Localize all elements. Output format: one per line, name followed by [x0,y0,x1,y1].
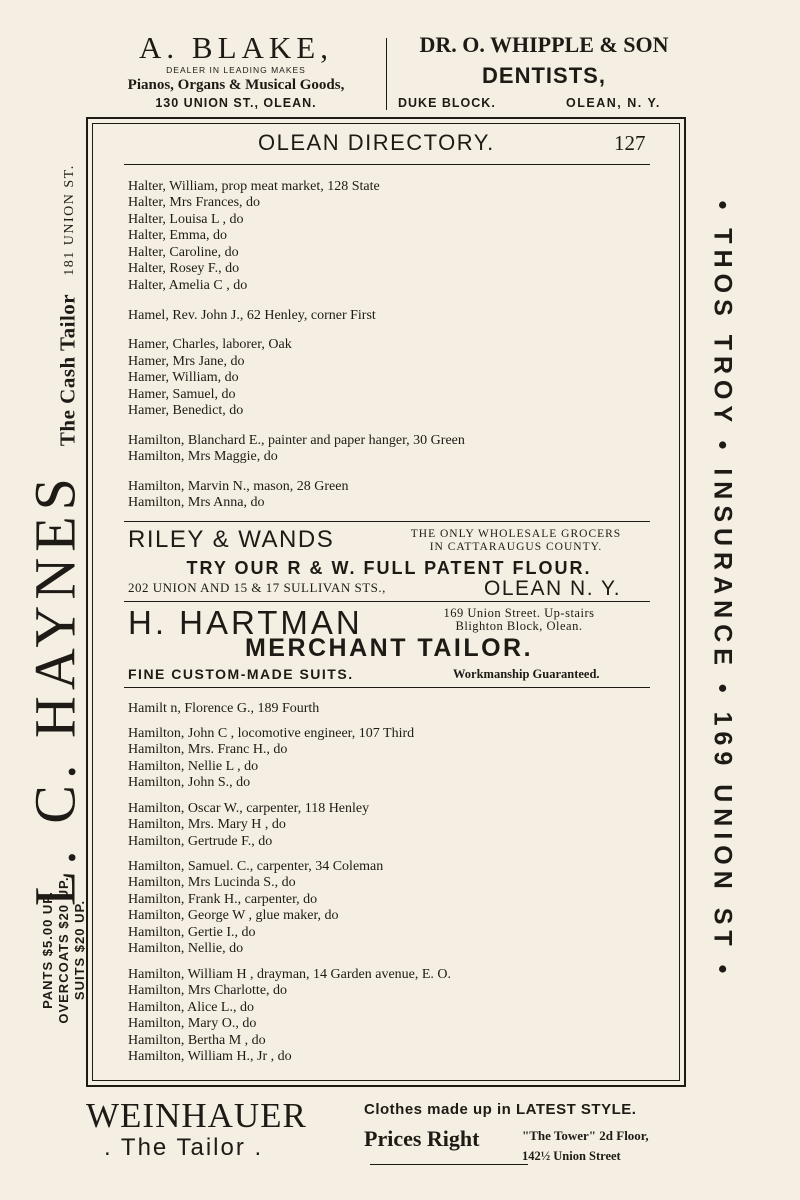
riley-wands-address: 202 UNION AND 15 & 17 SULLIVAN STS., [128,580,386,595]
price-suits: SUITS $20 UP. [72,899,87,1001]
directory-entry: Halter, Caroline, do [128,245,239,260]
hartman-suits: FINE CUSTOM-MADE SUITS. [128,666,354,682]
ad-rule-top [124,521,650,522]
directory-entry: Hamilton, Mrs Lucinda S., do [128,875,296,890]
directory-entry: Hamel, Rev. John J., 62 Henley, corner First [128,308,376,323]
price-pants: PANTS $5.00 UP. [40,891,55,1009]
directory-entry: Hamilton, Gertie I., do [128,925,256,940]
footer-underline [370,1164,528,1165]
directory-entry: Hamilton, Alice L., do [128,1000,254,1015]
troy-insurance-vertical-ad: • THOS TROY • INSURANCE • 169 UNION ST • [708,200,737,980]
haynes-prices [40,876,88,1023]
blake-address: 130 UNION ST., OLEAN. [155,96,317,110]
directory-entry: Hamer, Benedict, do [128,403,244,418]
ad-rule-bottom [124,687,650,688]
price-overcoats: OVERCOATS $20 UP. [56,876,71,1024]
directory-entry: Hamilton, Nellie, do [128,941,244,956]
blake-dealer-line: DEALER IN LEADING MAKES [166,65,306,75]
blake-goods-line: Pianos, Organs & Musical Goods, [127,77,345,93]
directory-entry: Hamilton, Oscar W., carpenter, 118 Henley [128,801,370,816]
haynes-tagline: The Cash Tailor [55,293,80,447]
whipple-name: DR. O. WHIPPLE & SON [419,32,669,57]
hartman-address-line-1: 169 Union Street. Up-stairs [443,606,595,620]
riley-wands-line-1: THE ONLY WHOLESALE GROCERS [410,528,622,540]
directory-entry: Hamilton, Samuel. C., carpenter, 34 Coleman [128,859,384,874]
directory-entry: Hamilton, Mrs. Franc H., do [128,742,288,757]
blake-name: A. BLAKE, [139,30,333,65]
riley-wands-name: RILEY & WANDS [128,526,335,553]
riley-wands-line-2: IN CATTARAUGUS COUNTY. [429,541,603,553]
directory-entry: Halter, Louisa L , do [128,212,244,227]
directory-entry: Hamer, William, do [128,370,239,385]
page-title: OLEAN DIRECTORY. [258,130,495,155]
directory-entry: Halter, William, prop meat market, 128 State [128,179,380,194]
directory-entry: Hamer, Mrs Jane, do [128,354,245,369]
whipple-city: OLEAN, N. Y. [566,96,661,110]
directory-entry: Hamilton, William H., Jr , do [128,1049,292,1064]
directory-entry: Hamilt n, Florence G., 189 Fourth [128,701,320,716]
directory-entry: Hamilton, Mrs. Mary H , do [128,817,286,832]
directory-entry: Hamilton, John S., do [128,775,251,790]
directory-entry: Hamilton, George W , glue maker, do [128,908,339,923]
riley-wands-description [380,528,652,554]
riley-wands-city: OLEAN N. Y. [484,577,622,600]
riley-wands-flour: TRY OUR R & W. FULL PATENT FLOUR. [186,558,592,578]
haynes-vertical-ad [22,294,89,906]
weinhauer-name: WEINHAUER [86,1096,307,1135]
directory-entry: Hamilton, Mrs Anna, do [128,495,265,510]
weinhauer-slogan: Clothes made up in LATEST STYLE. [364,1101,637,1118]
directory-entry: Hamilton, Bertha M , do [128,1033,266,1048]
directory-entry: Hamilton, Blanchard E., painter and paper hanger, 30 Green [128,433,465,448]
hartman-name: H. HARTMAN [128,604,363,641]
hartman-guarantee: Workmanship Guaranteed. [453,667,600,681]
haynes-name: L. C. HAYNES [22,472,88,907]
directory-entry: Halter, Emma, do [128,228,227,243]
weinhauer-tailor: . The Tailor . [104,1134,264,1161]
directory-entry: Hamilton, Mrs Charlotte, do [128,983,288,998]
directory-entry: Hamilton, Nellie L , do [128,759,259,774]
directory-entry: Hamilton, John C , locomotive engineer, 107 Third [128,726,415,741]
directory-entry: Hamilton, Mary O., do [128,1016,257,1031]
directory-entry: Hamer, Samuel, do [128,387,236,402]
hartman-address-line-2: Blighton Block, Olean. [455,619,583,633]
directory-entry: Hamilton, William H , drayman, 14 Garden avenue, E. O. [128,967,452,982]
directory-entry: Hamer, Charles, laborer, Oak [128,337,292,352]
ad-divider [124,601,650,602]
weinhauer-tower: "The Tower" 2d Floor, [522,1128,649,1143]
header-divider [386,38,387,110]
whipple-block: DUKE BLOCK. [398,96,496,110]
hartman-trade: MERCHANT TAILOR. [244,634,534,662]
whipple-profession: DENTISTS, [482,63,606,88]
directory-entry: Hamilton, Gertrude F., do [128,834,273,849]
directory-entry: Hamilton, Frank H., carpenter, do [128,892,318,907]
weinhauer-prices: Prices Right [364,1126,480,1151]
directory-entry: Hamilton, Mrs Maggie, do [128,449,278,464]
weinhauer-address: 142½ Union Street [522,1149,621,1163]
page-number: 127 [614,131,646,155]
haynes-address: 181 UNION ST. [62,164,77,276]
hartman-address [386,607,652,633]
directory-entry: Halter, Amelia C , do [128,278,248,293]
directory-entry: Halter, Mrs Frances, do [128,195,261,210]
directory-entry: Halter, Rosey F., do [128,261,240,276]
directory-entry: Hamilton, Marvin N., mason, 28 Green [128,479,349,494]
title-rule [124,164,650,165]
